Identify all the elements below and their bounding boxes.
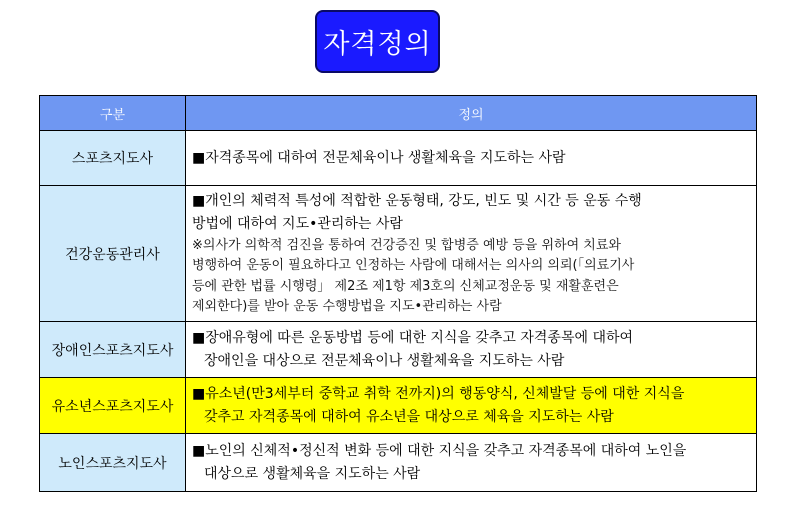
definition-line: ■노인의 신체적•정신적 변화 등에 대한 지식을 갖추고 자격종목에 대하여 노인을 [192, 442, 687, 459]
definition-cell [186, 378, 757, 434]
definition-line: ■자격종목에 대하여 전문체육이나 생활체육을 지도하는 사람 [192, 149, 566, 166]
table-header-row [40, 96, 757, 131]
definition-line: 장애인을 대상으로 전문체육이나 생활체육을 지도하는 사람 [204, 352, 565, 369]
header-definition: 정의 [186, 96, 757, 131]
page-title: 자격정의 [315, 10, 440, 73]
note-line: 등에 관한 법률 시행령」 제2조 제1항 제3호의 신체교정운동 및 재활훈련은 [192, 278, 619, 294]
table-row [40, 322, 757, 378]
qualification-table [39, 95, 757, 492]
note-line: ※의사가 의학적 검진을 통하여 건강증진 및 합병증 예방 등을 위하여 치료와 [192, 237, 621, 253]
category-cell: 스포츠지도사 [40, 131, 186, 186]
definition-cell [186, 322, 757, 378]
definition-line: ■장애유형에 따른 운동방법 등에 대한 지식을 갖추고 자격종목에 대하여 [192, 329, 634, 346]
definition-cell [186, 131, 757, 186]
table-row [40, 434, 757, 492]
note-line: 병행하여 운동이 필요하다고 인정하는 사람에 대해서는 의사의 의뢰(「의료기사 [192, 258, 635, 273]
definition-line: 갖추고 자격종목에 대하여 유소년을 대상으로 체육을 지도하는 사람 [204, 408, 614, 425]
definition-cell [186, 186, 757, 322]
header-category: 구분 [40, 96, 186, 131]
note-line: 제외한다)를 받아 운동 수행방법을 지도•관리하는 사람 [192, 299, 502, 314]
definition-line: 방법에 대하여 지도•관리하는 사람 [192, 215, 403, 232]
category-cell: 노인스포츠지도사 [40, 434, 186, 492]
definition-line: ■유소년(만3세부터 중학교 취학 전까지)의 행동양식, 신체발달 등에 대한 지식을 [192, 385, 685, 402]
table-row [40, 131, 757, 186]
definition-line: ■개인의 체력적 특성에 적합한 운동형태, 강도, 빈도 및 시간 등 운동 수행 [192, 192, 642, 209]
category-cell: 장애인스포츠지도사 [40, 322, 186, 378]
category-cell: 유소년스포츠지도사 [40, 378, 186, 434]
table-row-highlighted [40, 378, 757, 434]
table-row [40, 186, 757, 322]
category-cell: 건강운동관리사 [40, 186, 186, 322]
definition-cell [186, 434, 757, 492]
definition-line: 대상으로 생활체육을 지도하는 사람 [204, 465, 421, 482]
